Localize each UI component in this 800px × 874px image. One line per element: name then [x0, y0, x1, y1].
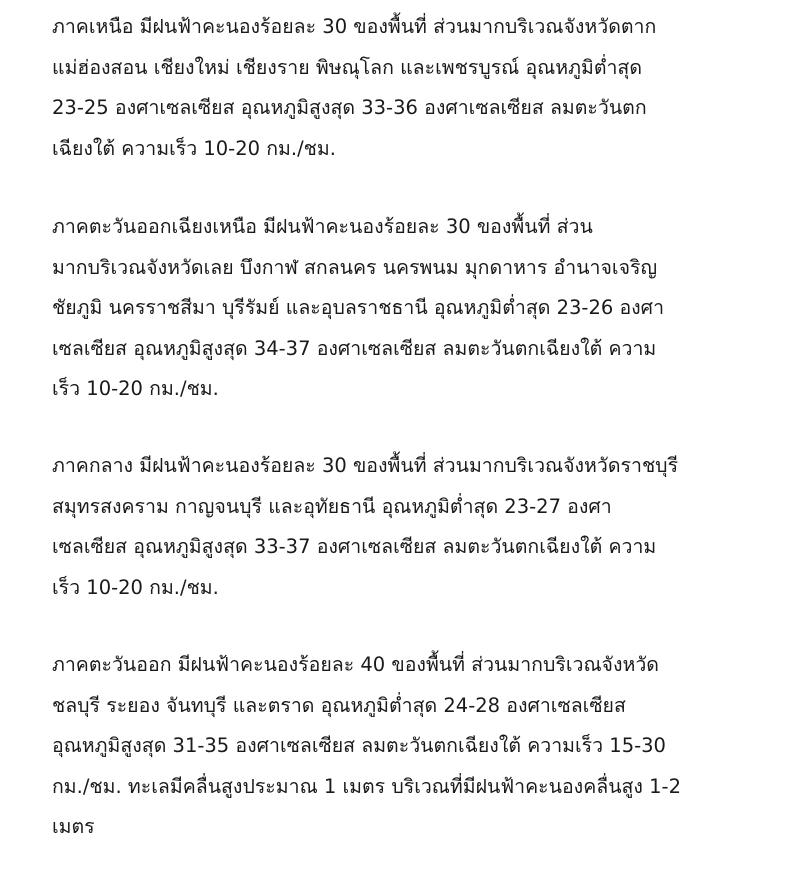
paragraph-line: ภาคตะวันออก มีฝนฟ้าคะนองร้อยละ 40 ของพื้นที่ ส่วนมากบริเวณจังหวัด: [52, 653, 659, 676]
paragraph-line: 23-25 องศาเซลเซียส อุณหภูมิสูงสุด 33-36 องศาเซลเซียส ลมตะวันตก: [52, 96, 647, 119]
paragraph-line: ภาคเหนือ มีฝนฟ้าคะนองร้อยละ 30 ของพื้นที่ ส่วนมากบริเวณจังหวัดตาก: [52, 15, 657, 38]
paragraph-line: ภาคตะวันออกเฉียงเหนือ มีฝนฟ้าคะนองร้อยละ 30 ของพื้นที่ ส่วน: [52, 215, 593, 238]
paragraph-line: เซลเซียส อุณหภูมิสูงสุด 34-37 องศาเซลเซียส ลมตะวันตกเฉียงใต้ ความ: [52, 336, 657, 360]
paragraph-line: เร็ว 10-20 กม./ชม.: [52, 377, 219, 400]
paragraph-line: ชัยภูมิ นครราชสีมา บุรีรัมย์ และอุบลราชธานี อุณหภูมิต่ำสุด 23-26 องศา: [52, 296, 665, 319]
paragraph-line: เซลเซียส อุณหภูมิสูงสุด 33-37 องศาเซลเซียส ลมตะวันตกเฉียงใต้ ความ: [52, 535, 657, 558]
paragraph-line: ภาคกลาง มีฝนฟ้าคะนองร้อยละ 30 ของพื้นที่ ส่วนมากบริเวณจังหวัดราชบุรี: [52, 454, 679, 477]
paragraph-line: แม่ฮ่องสอน เชียงใหม่ เชียงราย พิษณุโลก และเพชรบูรณ์ อุณหภูมิต่ำสุด: [52, 55, 642, 79]
paragraph-line: เร็ว 10-20 กม./ชม.: [52, 575, 219, 599]
paragraph-line: มากบริเวณจังหวัดเลย บึงกาฬ สกลนคร นครพนม มุกดาหาร อำนาจเจริญ: [52, 255, 658, 279]
paragraph-line: กม./ชม. ทะเลมีคลื่นสูงประมาณ 1 เมตร บริเวณที่มีฝนฟ้าคะนองคลื่นสูง 1-2: [52, 774, 681, 798]
paragraph-line: เมตร: [52, 815, 95, 838]
forecast-north-paragraph: [52, 7, 656, 169]
forecast-northeast-paragraph: [52, 207, 664, 410]
forecast-east-paragraph: [52, 645, 681, 848]
paragraph-line: ชลบุรี ระยอง จันทบุรี และตราด อุณหภูมิต่ำสุด 24-28 องศาเซลเซียส: [52, 693, 626, 717]
forecast-central-paragraph: [52, 446, 678, 608]
paragraph-line: เฉียงใต้ ความเร็ว 10-20 กม./ชม.: [52, 136, 336, 160]
paragraph-line: สมุทรสงคราม กาญจนบุรี และอุทัยธานี อุณหภูมิต่ำสุด 23-27 องศา: [52, 494, 612, 518]
paragraph-line: อุณหภูมิสูงสุด 31-35 องศาเซลเซียส ลมตะวันตกเฉียงใต้ ความเร็ว 15-30: [52, 734, 666, 757]
